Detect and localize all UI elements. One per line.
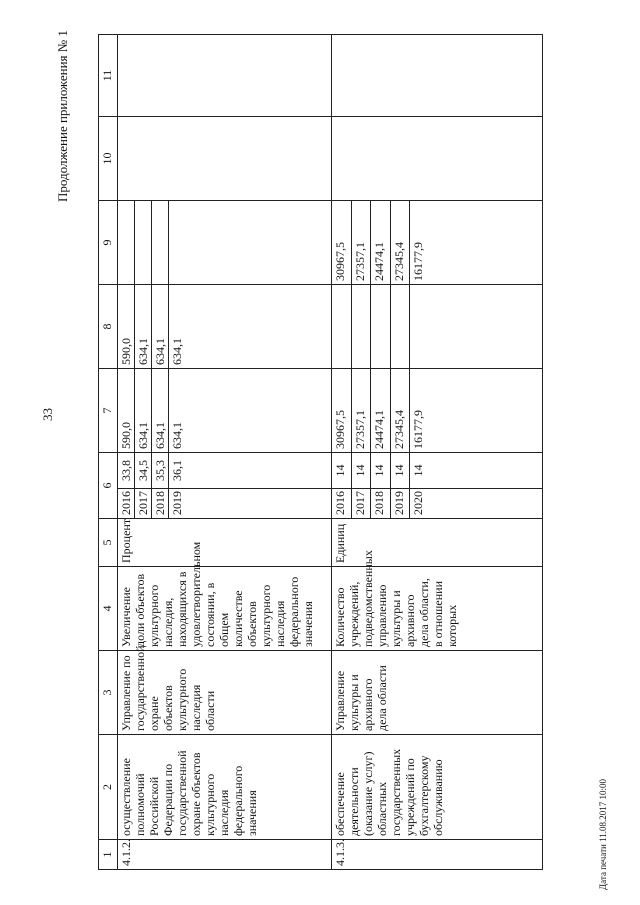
- table-row: [332, 35, 352, 870]
- row-name: осуществление полномочий Российской Федерации по государственной охране объектов культурного наследия федерального значения: [118, 735, 332, 840]
- col9-cell: 30967,5: [332, 201, 352, 285]
- rotated-table-container: [98, 35, 610, 870]
- col-header-2: 2: [99, 735, 118, 840]
- row-name: обеспечение деятельности (оказание услуг) областных государственных учреждений по бухгалтерскому обслуживанию: [332, 735, 543, 840]
- col-header-6: 6: [99, 453, 118, 519]
- appendix-label: Продолжение приложения № 1: [55, 30, 70, 202]
- col7-cell: 24474,1: [371, 369, 391, 453]
- print-date: Дата печати 11.08.2017 10:00: [598, 779, 608, 890]
- col7-cell: 27357,1: [351, 369, 371, 453]
- col9-cell: 16177,9: [410, 201, 543, 285]
- year-cell: 2017: [351, 489, 371, 519]
- year-cell: 2016: [332, 489, 352, 519]
- col8-cell: [410, 285, 543, 369]
- col8-cell: [371, 285, 391, 369]
- col10-cell: [332, 117, 543, 201]
- col9-cell: [135, 201, 152, 285]
- col-header-1: 1: [99, 840, 118, 870]
- year-cell: 2018: [152, 489, 169, 519]
- col9-cell: [169, 201, 332, 285]
- col11-cell: [118, 35, 332, 117]
- value-cell: 14: [371, 453, 391, 489]
- col8-cell: 634,1: [169, 285, 332, 369]
- col8-cell: 590,0: [118, 285, 135, 369]
- col7-cell: 16177,9: [410, 369, 543, 453]
- col-header-9: 9: [99, 201, 118, 285]
- year-cell: 2016: [118, 489, 135, 519]
- col9-cell: 24474,1: [371, 201, 391, 285]
- col9-cell: 27357,1: [351, 201, 371, 285]
- value-cell: 33,8: [118, 453, 135, 489]
- row-number: 4.1.3.: [332, 840, 543, 870]
- col8-cell: [332, 285, 352, 369]
- program-table: [98, 34, 543, 870]
- page-number: 33: [40, 408, 55, 421]
- col8-cell: 634,1: [135, 285, 152, 369]
- col-header-4: 4: [99, 567, 118, 651]
- col8-cell: 634,1: [152, 285, 169, 369]
- row-executor: Управление культуры и архивного дела области: [332, 651, 543, 735]
- col7-cell: 30967,5: [332, 369, 352, 453]
- col7-cell: 634,1: [152, 369, 169, 453]
- value-cell: 35,3: [152, 453, 169, 489]
- col9-cell: [152, 201, 169, 285]
- row-number: 4.1.2.: [118, 840, 332, 870]
- col-header-10: 10: [99, 117, 118, 201]
- value-cell: 14: [410, 453, 543, 489]
- col9-cell: [118, 201, 135, 285]
- col8-cell: [351, 285, 371, 369]
- col-header-11: 11: [99, 35, 118, 117]
- row-indicator: Увеличение доли объектов культурного наследия, находящихся в удовлетворительном состоянии, в общем количестве объектов культурного наследия федерального значения: [118, 567, 332, 651]
- col-header-3: 3: [99, 651, 118, 735]
- col9-cell: 27345,4: [390, 201, 410, 285]
- row-executor: Управление по государственной охране объектов культурного наследия области: [118, 651, 332, 735]
- col-header-8: 8: [99, 285, 118, 369]
- row-unit: Процент: [118, 519, 332, 567]
- value-cell: 36,1: [169, 453, 332, 489]
- value-cell: 14: [351, 453, 371, 489]
- year-cell: 2020: [410, 489, 543, 519]
- year-cell: 2017: [135, 489, 152, 519]
- col-header-7: 7: [99, 369, 118, 453]
- col7-cell: 590,0: [118, 369, 135, 453]
- year-cell: 2018: [371, 489, 391, 519]
- col11-cell: [332, 35, 543, 117]
- value-cell: 34,5: [135, 453, 152, 489]
- col10-cell: [118, 117, 332, 201]
- header-row: [99, 35, 118, 870]
- col7-cell: 27345,4: [390, 369, 410, 453]
- year-cell: 2019: [390, 489, 410, 519]
- value-cell: 14: [332, 453, 352, 489]
- col7-cell: 634,1: [135, 369, 152, 453]
- col8-cell: [390, 285, 410, 369]
- year-cell: 2019: [169, 489, 332, 519]
- value-cell: 14: [390, 453, 410, 489]
- row-indicator: Количество учреждений, подведомственных управлению культуры и архивного дела области, в отношении которых: [332, 567, 543, 651]
- table-row: [118, 35, 135, 870]
- row-unit: Единиц: [332, 519, 543, 567]
- col7-cell: 634,1: [169, 369, 332, 453]
- col-header-5: 5: [99, 519, 118, 567]
